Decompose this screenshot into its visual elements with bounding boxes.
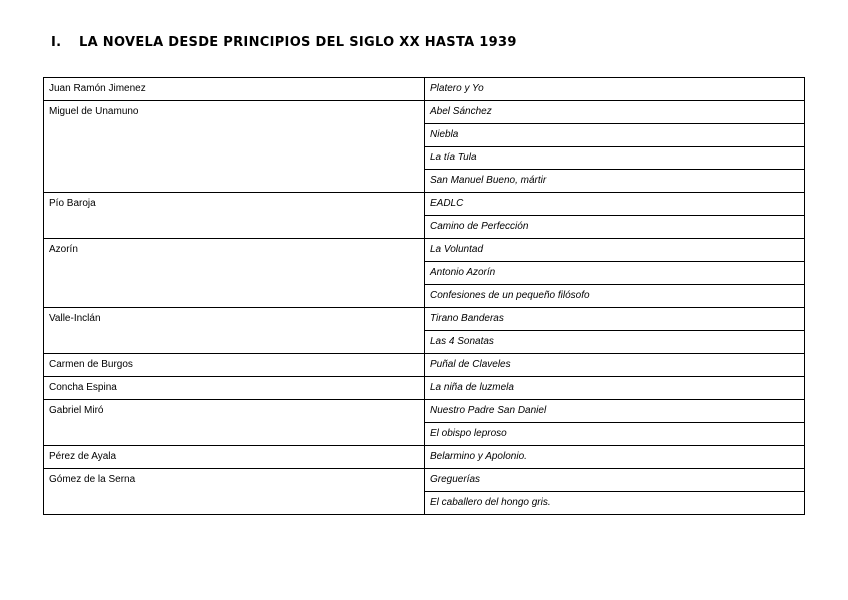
author-cell: Azorín [44, 239, 425, 308]
table-row [44, 400, 805, 423]
work-cell: La Voluntad [425, 239, 805, 262]
work-cell: Camino de Perfección [425, 216, 805, 239]
work-cell: EADLC [425, 193, 805, 216]
author-cell: Concha Espina [44, 377, 425, 400]
table-row [44, 446, 805, 469]
table-row [44, 239, 805, 262]
work-cell: La niña de luzmela [425, 377, 805, 400]
work-cell: Belarmino y Apolonio. [425, 446, 805, 469]
work-cell: El obispo leproso [425, 423, 805, 446]
table-row [44, 469, 805, 492]
work-cell: El caballero del hongo gris. [425, 492, 805, 515]
work-cell: Antonio Azorín [425, 262, 805, 285]
work-cell: Platero y Yo [425, 78, 805, 101]
work-cell: Nuestro Padre San Daniel [425, 400, 805, 423]
work-cell: Las 4 Sonatas [425, 331, 805, 354]
author-cell: Gómez de la Serna [44, 469, 425, 515]
author-cell: Pérez de Ayala [44, 446, 425, 469]
work-cell: San Manuel Bueno, mártir [425, 170, 805, 193]
table-row [44, 377, 805, 400]
author-cell: Juan Ramón Jimenez [44, 78, 425, 101]
section-heading [51, 35, 517, 50]
author-cell: Pío Baroja [44, 193, 425, 239]
table-row [44, 78, 805, 101]
table-row [44, 308, 805, 331]
table-row [44, 354, 805, 377]
author-cell: Carmen de Burgos [44, 354, 425, 377]
work-cell: Niebla [425, 124, 805, 147]
work-cell: Abel Sánchez [425, 101, 805, 124]
work-cell: La tía Tula [425, 147, 805, 170]
table-row [44, 101, 805, 124]
section-number: I. [51, 35, 62, 50]
work-cell: Greguerías [425, 469, 805, 492]
authors-works-table [43, 77, 805, 515]
author-cell: Miguel de Unamuno [44, 101, 425, 193]
work-cell: Confesiones de un pequeño filósofo [425, 285, 805, 308]
work-cell: Tirano Banderas [425, 308, 805, 331]
work-cell: Puñal de Claveles [425, 354, 805, 377]
author-cell: Valle-Inclán [44, 308, 425, 354]
table-row [44, 193, 805, 216]
author-cell: Gabriel Miró [44, 400, 425, 446]
section-title: LA NOVELA DESDE PRINCIPIOS DEL SIGLO XX HASTA 1939 [79, 35, 517, 50]
